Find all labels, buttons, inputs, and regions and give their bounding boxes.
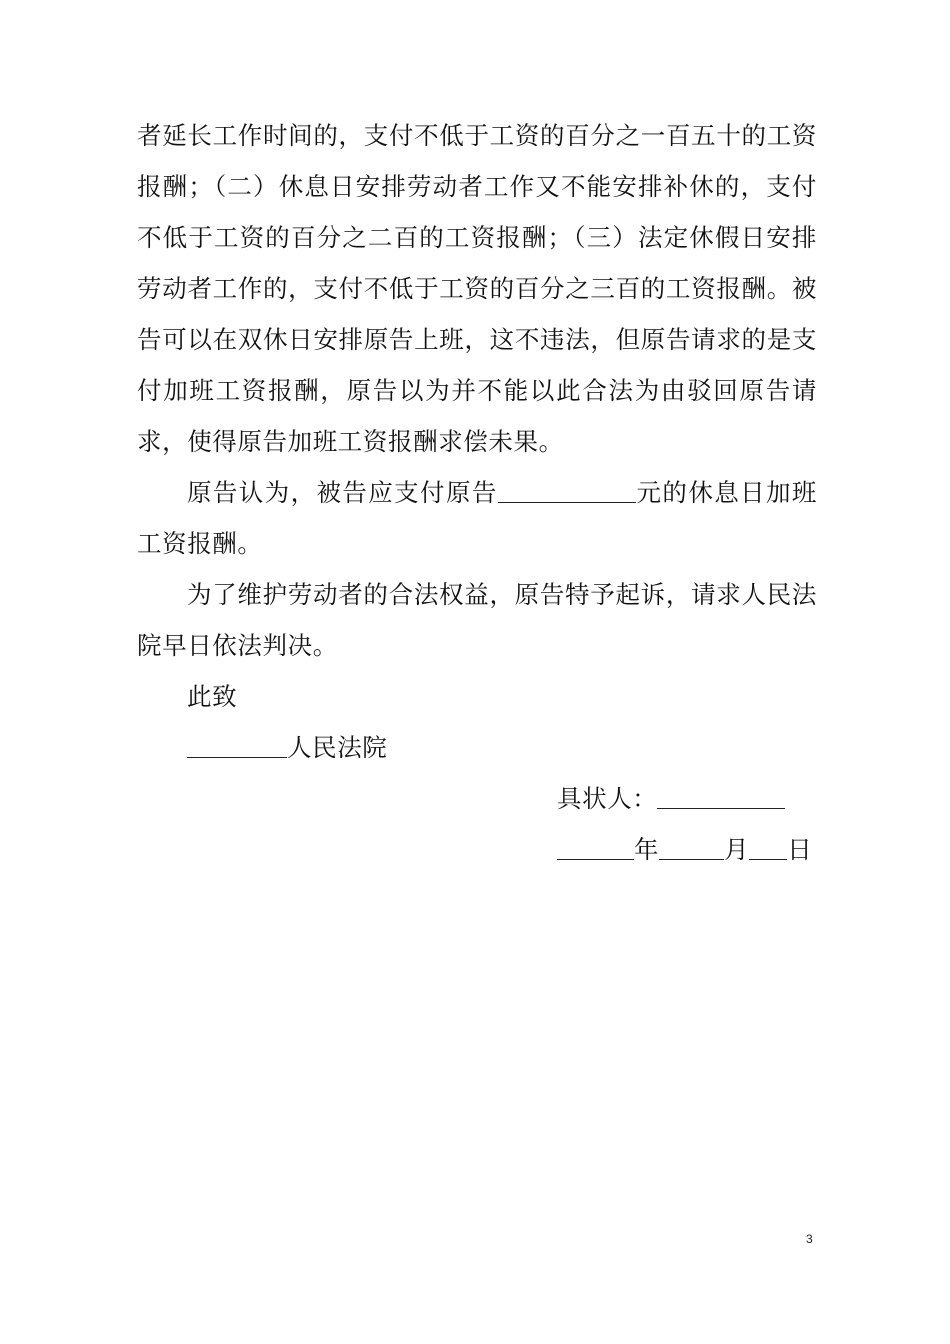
court-name-blank	[187, 756, 287, 758]
signer-line	[557, 773, 785, 824]
date-month-label: 月	[724, 835, 750, 864]
salutation: 此致	[187, 682, 238, 711]
claim-text-before: 原告认为，被告应支付原告	[187, 478, 498, 507]
signer-label: 具状人：	[557, 784, 658, 813]
day-blank	[749, 858, 787, 860]
date-year-label: 年	[634, 835, 660, 864]
year-blank	[557, 858, 634, 860]
signer-blank	[657, 807, 785, 809]
paragraph-claim	[137, 467, 817, 569]
claim-text-after: 元的休息日加班工资报酬。	[137, 478, 817, 558]
amount-blank	[498, 501, 636, 503]
month-blank	[659, 858, 724, 860]
paragraph-overtime-pay: 者延长工作时间的，支付不低于工资的百分之一百五十的工资报酬；（二）休息日安排劳动者工作又不能安排补休的，支付不低于工资的百分之二百的工资报酬；（三）法定休假日安排劳动者工作的，支付不低于工资的百分之三百的工资报酬。被告可以在双休日安排原告上班，这不违法，但原告请求的是支付加班工资报酬，原告以为并不能以此合法为由驳回原告请求，使得原告加班工资报酬求偿未果。	[137, 121, 817, 456]
court-line	[187, 722, 387, 773]
court-suffix: 人民法院	[287, 733, 388, 762]
date-line	[557, 824, 812, 875]
page-number: 3	[806, 1232, 813, 1246]
paragraph-request: 为了维护劳动者的合法权益，原告特予起诉，请求人民法院早日依法判决。	[137, 580, 817, 660]
date-day-label: 日	[787, 835, 813, 864]
